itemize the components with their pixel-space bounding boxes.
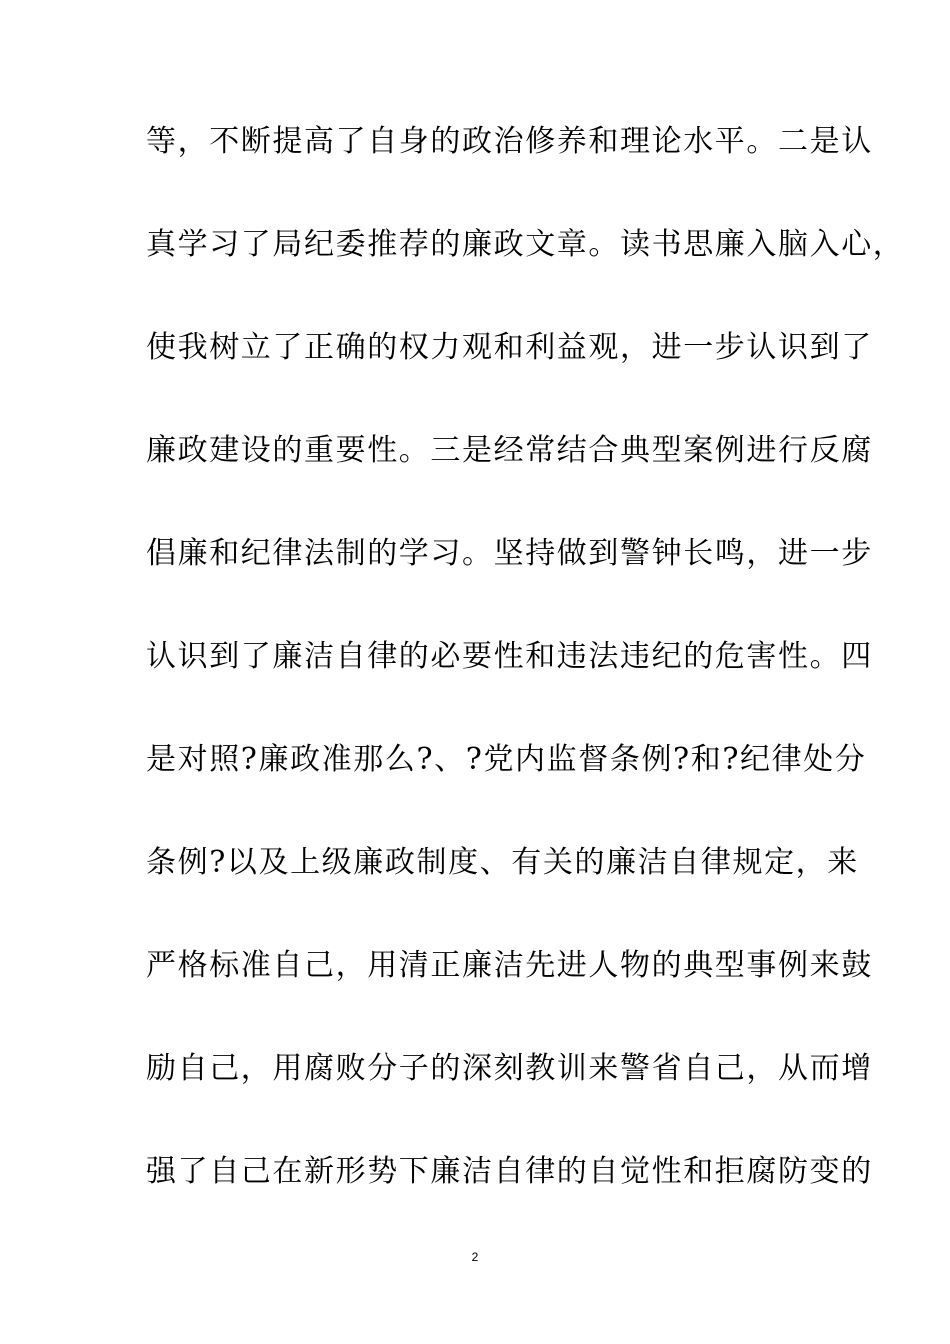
text-line: 强了自己在新形势下廉洁自律的自觉性和拒腐防变的 xyxy=(146,1154,873,1189)
text-line: 认识到了廉洁自律的必要性和违法违纪的危害性。四 xyxy=(146,639,873,674)
text-line: 严格标准自己，用清正廉洁先进人物的典型事例来鼓 xyxy=(146,948,873,983)
text-line: 条例?以及上级廉政制度、有关的廉洁自律规定，来 xyxy=(146,845,859,880)
text-line: 廉政建设的重要性。三是经常结合典型案例进行反腐 xyxy=(146,433,873,468)
text-line: 真学习了局纪委推荐的廉政文章。读书思廉入脑入心， xyxy=(146,227,905,262)
text-line: 倡廉和纪律法制的学习。坚持做到警钟长鸣，进一步 xyxy=(146,536,873,571)
text-line: 使我树立了正确的权力观和利益观，进一步认识到了 xyxy=(146,330,873,365)
text-line: 是对照?廉政准那么?、?党内监督条例?和?纪律处分 xyxy=(146,742,867,777)
text-line: 励自己，用腐败分子的深刻教训来警省自己，从而增 xyxy=(146,1051,873,1086)
page-number: 2 xyxy=(471,1250,479,1264)
text-line: 等，不断提高了自身的政治修养和理论水平。二是认 xyxy=(146,124,873,159)
